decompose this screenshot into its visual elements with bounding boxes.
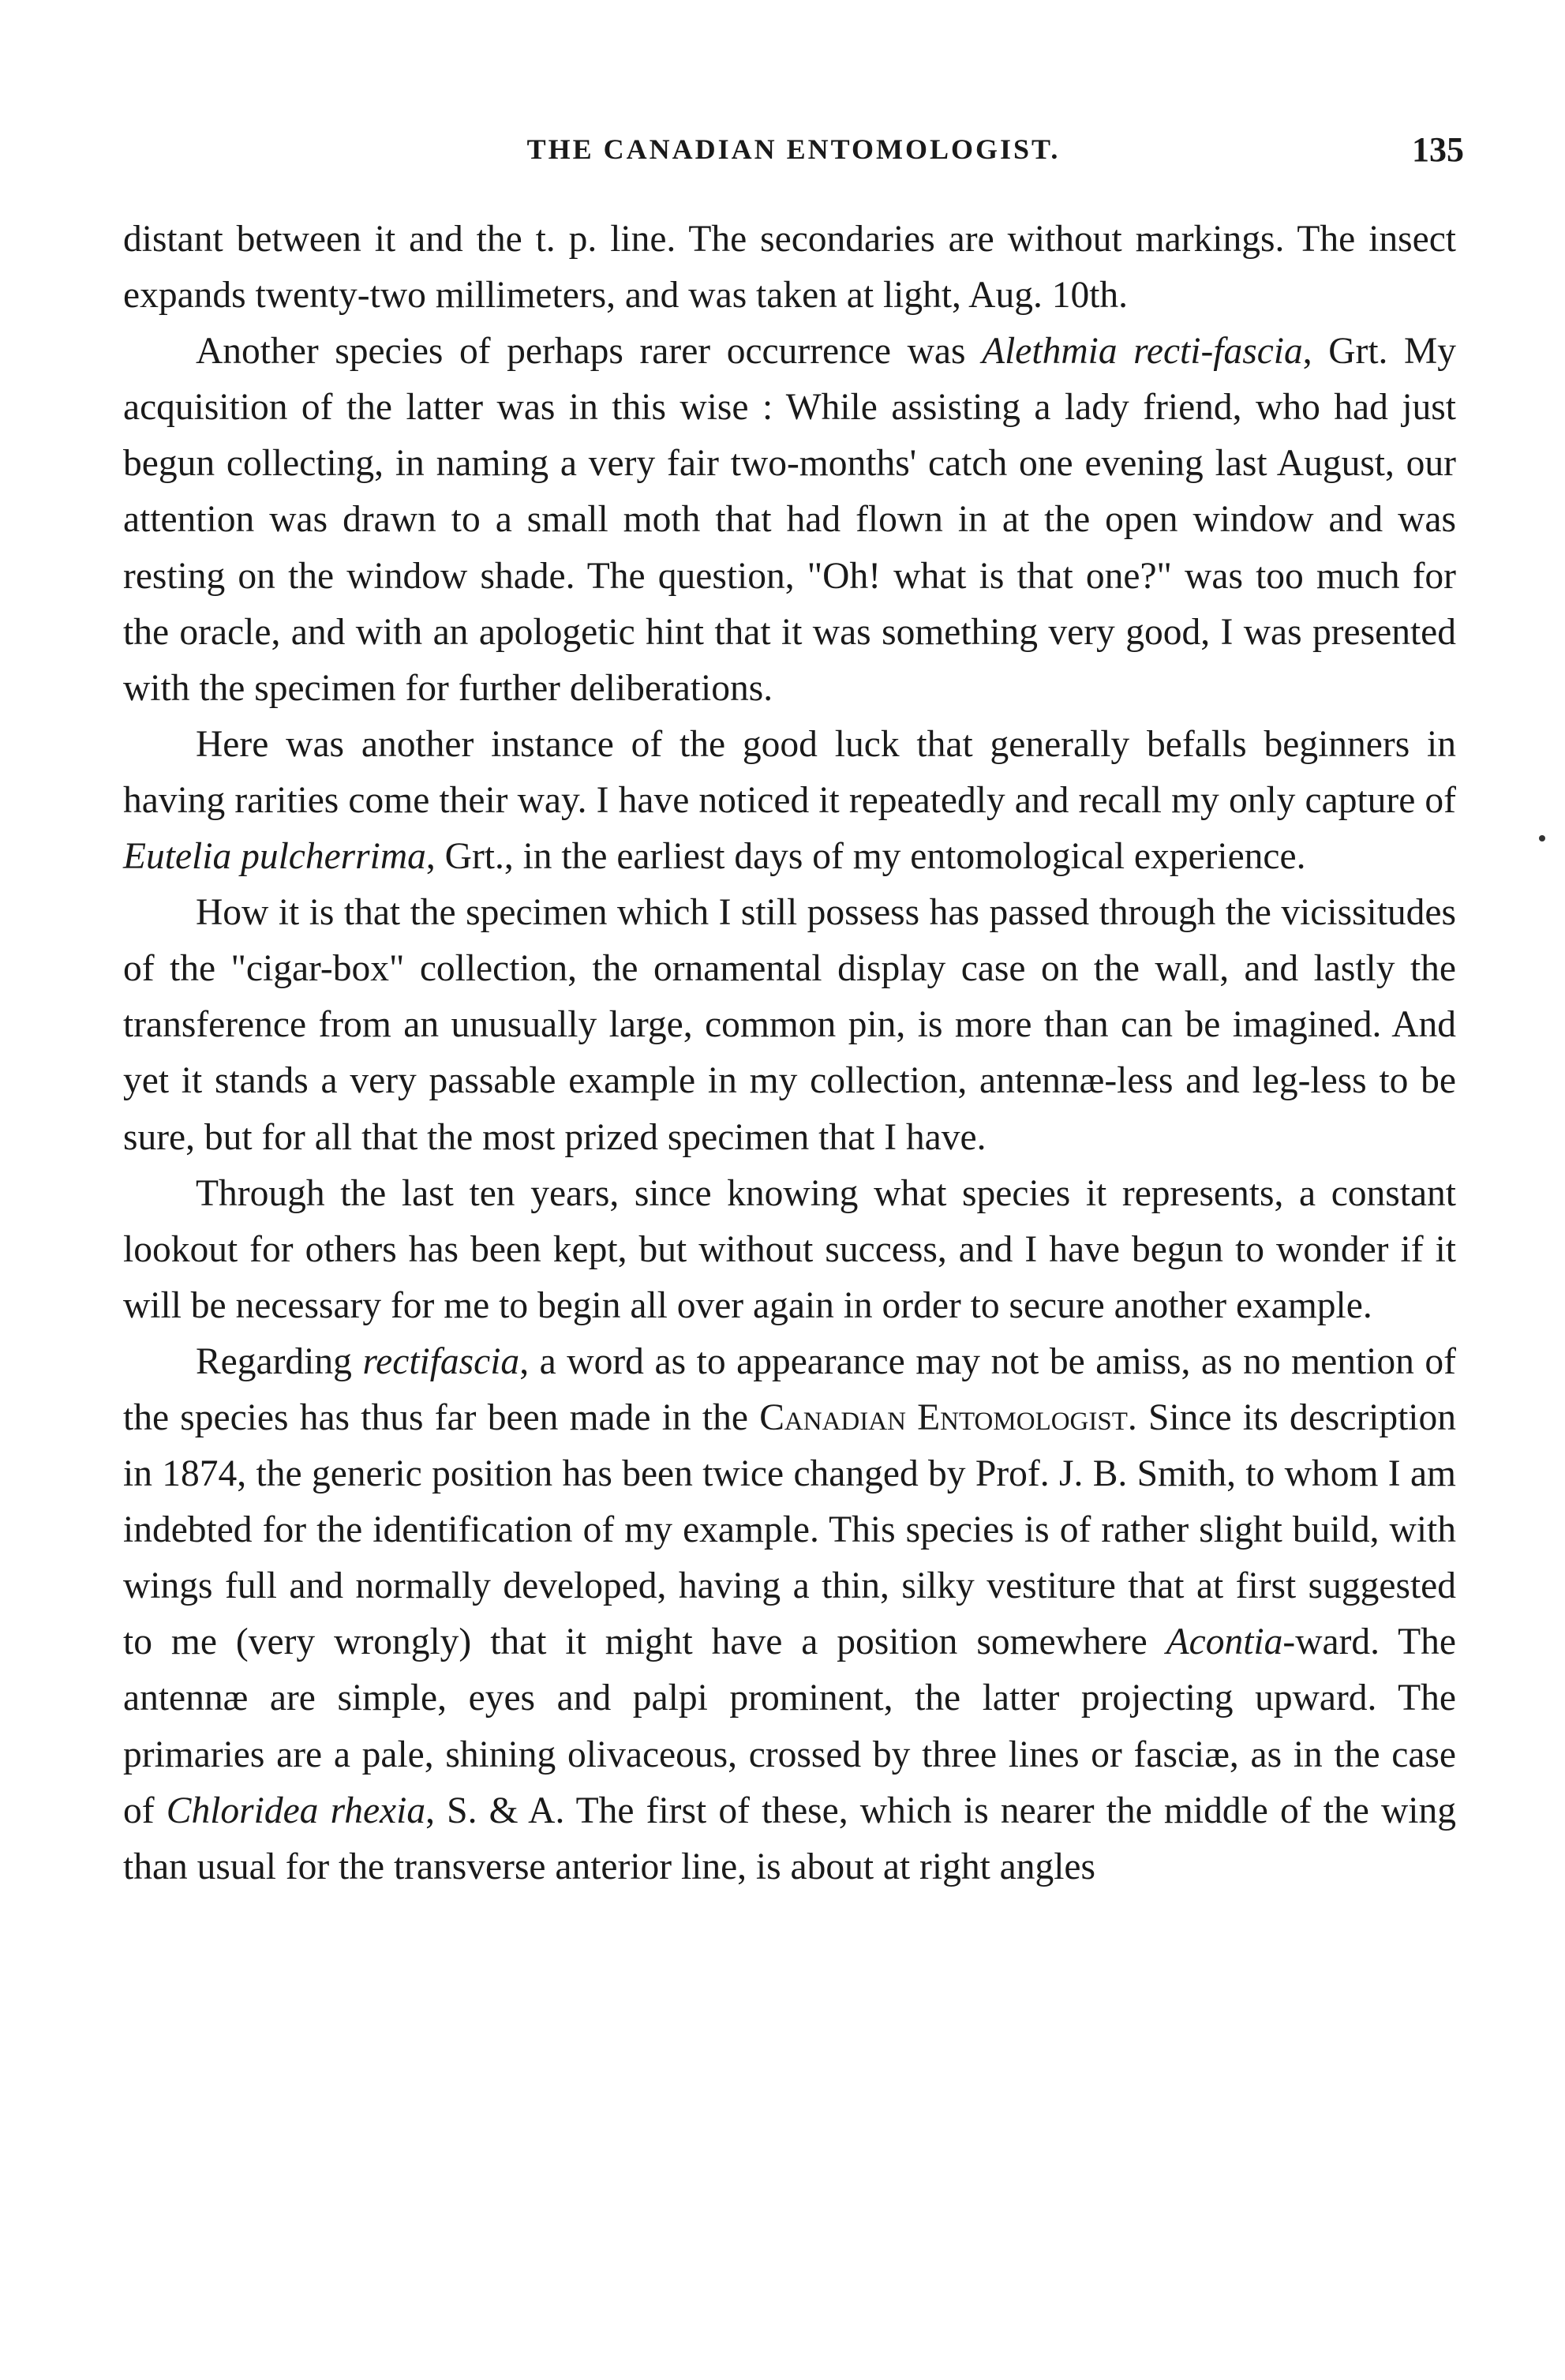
paragraph (123, 212, 1456, 324)
paragraph (123, 1334, 1456, 1895)
italic-species-name: rectifascia (362, 1340, 520, 1382)
paragraph-text: distant between it and the t. p. line. The secondaries are without markings. The insect expands twenty-two millimeters, and was taken at light, Aug. 10th. (123, 219, 1456, 317)
italic-species-name: Eutelia pulcherrima (123, 836, 426, 878)
text-run: , a word as to appearance may not be amiss, as no mention of the species has thus far been made in the (123, 1340, 1456, 1438)
running-head: THE CANADIAN ENTOMOLOGIST. (526, 133, 1061, 165)
text-run: Another species of perhaps rarer occurrence was (196, 331, 983, 373)
text-run: Regarding (196, 1340, 363, 1382)
italic-species-name: Alethmia recti-fascia (982, 331, 1303, 373)
paragraph (123, 324, 1456, 717)
journal-name: Canadian Entomologist (759, 1396, 1128, 1438)
page-number: 135 (1412, 130, 1464, 169)
paragraph (123, 717, 1456, 885)
italic-species-name: Acontia (1166, 1621, 1283, 1663)
text-run: Here was another instance of the good luck that generally befalls beginners in having rarities come their way. I have noticed it repeatedly and recall my only capture of (123, 723, 1456, 821)
scan-speck (1539, 835, 1545, 841)
paragraph-text: How it is that the specimen which I still possess has passed through the vicissitudes of the "cigar-box" collection, the ornamental display case on the wall, and lastly the transference from an unusually large, common pin, is more than can be imagined. And yet it stands a very passable example in my collection, antennæ-less and leg-less to be sure, but for all that the most prized specimen that I have. (123, 892, 1456, 1158)
page-header (123, 130, 1464, 177)
paragraph (123, 885, 1456, 1165)
paragraph (123, 1166, 1456, 1334)
text-run: , S. & A. The first of these, which is nearer the middle of the wing than usual for the transverse anterior line, is about at right angles (123, 1790, 1457, 1887)
italic-species-name: Chloridea rhexia (166, 1790, 426, 1831)
paragraph-text: Through the last ten years, since knowing what species it represents, a constant lookout for others has been kept, but without success, and I have begun to wonder if it will be necessary for me to begin all over again in order to secure another example. (123, 1172, 1456, 1326)
text-run: . Since its description in 1874, the generic position has been twice changed by Prof. J. B. Smith, to whom I am indebted for the identification of my example. This species is of rather slight build, with wings full and normally developed, having a thin, silky vestiture that at first suggested to me (very wrongly) that it might have a position somewhere (123, 1396, 1457, 1663)
text-run: , Grt., in the earliest days of my entomological experience. (425, 836, 1306, 878)
article-body (123, 212, 1456, 1895)
text-run: -ward. The antennæ are simple, eyes and palpi prominent, the latter projecting upward. The primaries are a pale, shining olivaceous, crossed by three lines or fasciæ, as in the case of (123, 1621, 1457, 1831)
text-run: , Grt. My acquisition of the latter was in this wise : While assisting a lady friend, who had just begun collecting, in naming a very fair two-months' catch one evening last August, our attention was drawn to a small moth that had flown in at the open window and was resting on the window shade. The question, "Oh! what is that one?" was too much for the oracle, and with an apologetic hint that it was something very good, I was presented with the specimen for further deliberations. (123, 331, 1456, 709)
